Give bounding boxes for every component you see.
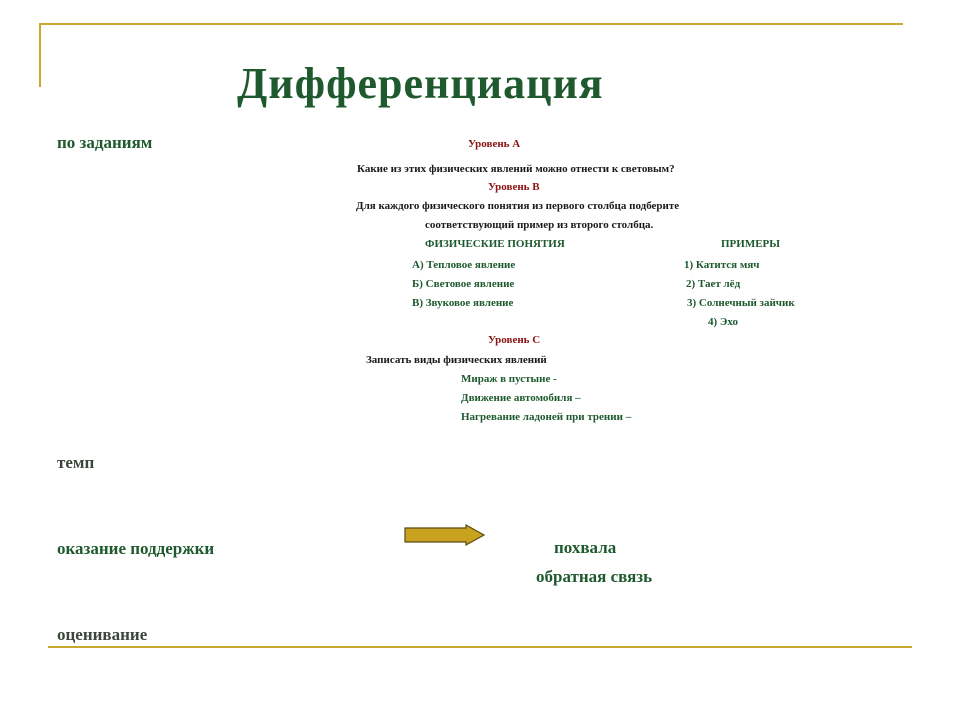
slide-title: Дифференциация <box>237 59 604 108</box>
example-item: 2) Тает лёд <box>686 278 741 290</box>
level-b-task-line1: Для каждого физического понятия из первого столбца подберите <box>356 200 680 212</box>
frame-top-line <box>40 23 903 25</box>
example-item: 3) Солнечный зайчик <box>687 297 795 309</box>
column-header-examples: ПРИМЕРЫ <box>721 238 781 250</box>
example-item: 1) Катится мяч <box>684 259 760 271</box>
support-feedback: обратная связь <box>536 567 653 586</box>
example-item: 4) Эхо <box>708 316 738 328</box>
label-by-tasks: по заданиям <box>57 133 153 152</box>
level-a-question: Какие из этих физических явлений можно отнести к световым? <box>357 163 675 175</box>
concept-item: В) Звуковое явление <box>412 297 514 309</box>
label-support: оказание поддержки <box>57 539 215 558</box>
level-c-item: Движение автомобиля – <box>461 392 581 404</box>
level-c-heading: Уровень С <box>488 334 541 346</box>
level-a-heading: Уровень А <box>468 138 521 150</box>
right-arrow-icon <box>404 524 486 546</box>
support-praise: похвала <box>554 538 617 557</box>
level-b-task-line2: соответствующий пример из второго столбца. <box>425 219 654 231</box>
concept-item: А) Тепловое явление <box>412 259 516 271</box>
level-c-item: Нагревание ладоней при трении – <box>461 411 632 423</box>
concept-item: Б) Световое явление <box>412 278 515 290</box>
level-c-item: Мираж в пустыне - <box>461 373 557 385</box>
level-b-heading: Уровень В <box>488 181 540 193</box>
column-header-concepts: ФИЗИЧЕСКИЕ ПОНЯТИЯ <box>425 238 565 250</box>
level-c-task: Записать виды физических явлений <box>366 354 547 366</box>
frame-left-line <box>39 23 41 87</box>
label-tempo: темп <box>57 453 95 472</box>
label-grading: оценивание <box>57 625 148 644</box>
frame-bottom-line <box>48 646 912 648</box>
